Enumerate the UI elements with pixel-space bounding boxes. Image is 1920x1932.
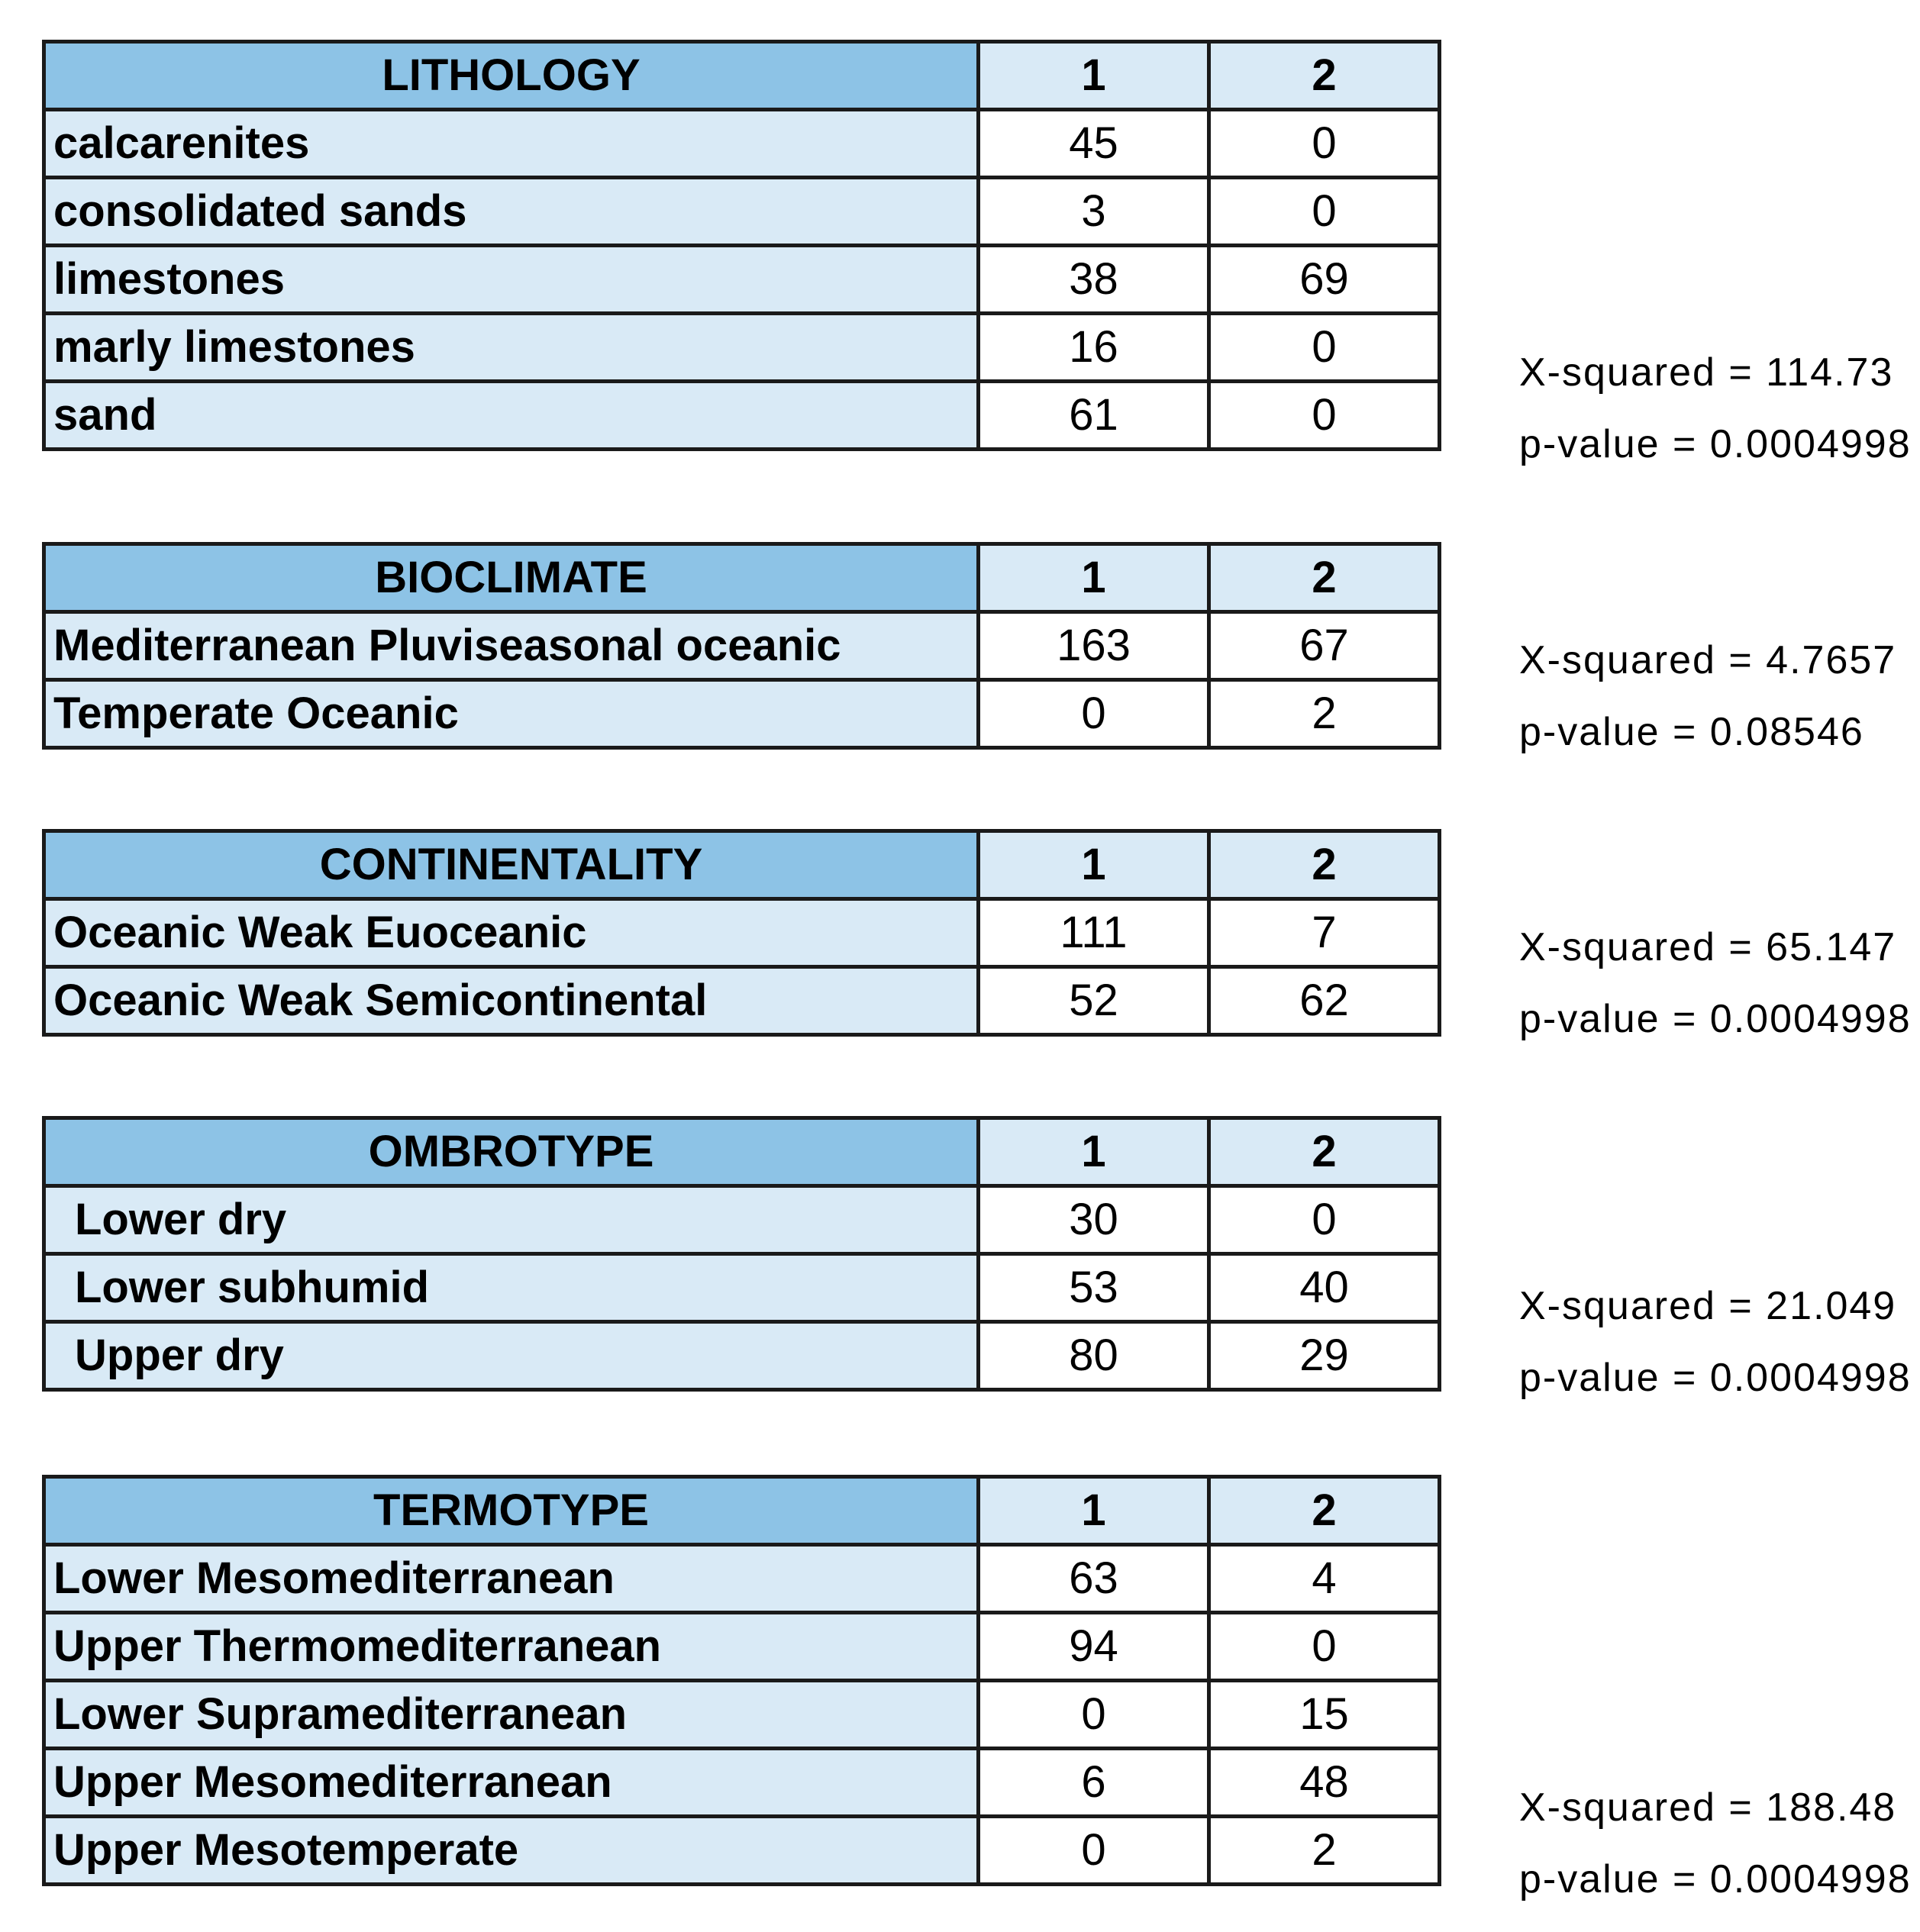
table-row xyxy=(44,1613,1440,1681)
cell-value-1: 30 xyxy=(979,1186,1209,1254)
bioclimate-block xyxy=(42,542,1441,750)
cell-value-1: 0 xyxy=(979,1817,1209,1885)
table-row xyxy=(44,314,1440,382)
table-title: LITHOLOGY xyxy=(44,42,979,110)
cell-value-1: 53 xyxy=(979,1254,1209,1322)
table-title: BIOCLIMATE xyxy=(44,544,979,612)
cell-value-1: 94 xyxy=(979,1613,1209,1681)
column-header-1: 1 xyxy=(979,1118,1209,1186)
cell-value-2: 15 xyxy=(1209,1681,1440,1749)
cell-value-2: 0 xyxy=(1209,178,1440,246)
cell-value-2: 2 xyxy=(1209,680,1440,748)
row-label: Lower Supramediterranean xyxy=(44,1681,979,1749)
row-label: limestones xyxy=(44,246,979,314)
termotype-table xyxy=(42,1475,1441,1886)
table-row xyxy=(44,1545,1440,1613)
table-header-row xyxy=(44,1118,1440,1186)
cell-value-2: 2 xyxy=(1209,1817,1440,1885)
row-label: calcarenites xyxy=(44,110,979,178)
column-header-1: 1 xyxy=(979,831,1209,899)
table-header-row xyxy=(44,831,1440,899)
cell-value-2: 7 xyxy=(1209,899,1440,967)
column-header-1: 1 xyxy=(979,42,1209,110)
table-row xyxy=(44,680,1440,748)
cell-value-1: 52 xyxy=(979,967,1209,1035)
table-row xyxy=(44,612,1440,680)
ombrotype-table xyxy=(42,1116,1441,1392)
cell-value-1: 38 xyxy=(979,246,1209,314)
cell-value-1: 0 xyxy=(979,680,1209,748)
row-label: Upper Mesomediterranean xyxy=(44,1749,979,1817)
continentality-table xyxy=(42,829,1441,1037)
column-header-2: 2 xyxy=(1209,42,1440,110)
table-row xyxy=(44,967,1440,1035)
row-label: Oceanic Weak Euoceanic xyxy=(44,899,979,967)
p-value-stat: p-value = 0.0004998 xyxy=(1519,1857,1912,1901)
row-label: Upper dry xyxy=(44,1322,979,1390)
table-row xyxy=(44,110,1440,178)
column-header-2: 2 xyxy=(1209,1118,1440,1186)
table-row xyxy=(44,899,1440,967)
termotype-block xyxy=(42,1475,1441,1886)
lithology-block xyxy=(42,40,1441,451)
table-row xyxy=(44,1254,1440,1322)
column-header-2: 2 xyxy=(1209,1477,1440,1545)
cell-value-1: 16 xyxy=(979,314,1209,382)
cell-value-2: 67 xyxy=(1209,612,1440,680)
row-label: Temperate Oceanic xyxy=(44,680,979,748)
table-row xyxy=(44,178,1440,246)
row-label: Mediterranean Pluviseasonal oceanic xyxy=(44,612,979,680)
x-squared-stat: X-squared = 114.73 xyxy=(1519,350,1894,395)
x-squared-stat: X-squared = 65.147 xyxy=(1519,925,1897,969)
row-label: Lower subhumid xyxy=(44,1254,979,1322)
cell-value-1: 61 xyxy=(979,382,1209,450)
cell-value-1: 6 xyxy=(979,1749,1209,1817)
cell-value-1: 63 xyxy=(979,1545,1209,1613)
cell-value-1: 163 xyxy=(979,612,1209,680)
column-header-2: 2 xyxy=(1209,831,1440,899)
table-row xyxy=(44,1681,1440,1749)
cell-value-2: 0 xyxy=(1209,1613,1440,1681)
cell-value-2: 0 xyxy=(1209,382,1440,450)
row-label: Oceanic Weak Semicontinental xyxy=(44,967,979,1035)
table-header-row xyxy=(44,1477,1440,1545)
p-value-stat: p-value = 0.08546 xyxy=(1519,710,1864,754)
table-row xyxy=(44,246,1440,314)
cell-value-2: 0 xyxy=(1209,314,1440,382)
row-label: sand xyxy=(44,382,979,450)
cell-value-2: 40 xyxy=(1209,1254,1440,1322)
row-label: Upper Thermomediterranean xyxy=(44,1613,979,1681)
column-header-1: 1 xyxy=(979,544,1209,612)
p-value-stat: p-value = 0.0004998 xyxy=(1519,1356,1912,1400)
column-header-1: 1 xyxy=(979,1477,1209,1545)
cell-value-2: 29 xyxy=(1209,1322,1440,1390)
bioclimate-table xyxy=(42,542,1441,750)
table-title: CONTINENTALITY xyxy=(44,831,979,899)
row-label: Lower dry xyxy=(44,1186,979,1254)
table-row xyxy=(44,1186,1440,1254)
row-label: Upper Mesotemperate xyxy=(44,1817,979,1885)
cell-value-2: 69 xyxy=(1209,246,1440,314)
table-title: TERMOTYPE xyxy=(44,1477,979,1545)
row-label: consolidated sands xyxy=(44,178,979,246)
cell-value-2: 48 xyxy=(1209,1749,1440,1817)
table-row xyxy=(44,382,1440,450)
table-row xyxy=(44,1749,1440,1817)
row-label: marly limestones xyxy=(44,314,979,382)
table-header-row xyxy=(44,544,1440,612)
cell-value-1: 45 xyxy=(979,110,1209,178)
table-row xyxy=(44,1817,1440,1885)
cell-value-1: 3 xyxy=(979,178,1209,246)
cell-value-2: 0 xyxy=(1209,1186,1440,1254)
cell-value-2: 0 xyxy=(1209,110,1440,178)
x-squared-stat: X-squared = 188.48 xyxy=(1519,1785,1897,1830)
lithology-table xyxy=(42,40,1441,451)
cell-value-1: 80 xyxy=(979,1322,1209,1390)
x-squared-stat: X-squared = 21.049 xyxy=(1519,1284,1897,1328)
table-header-row xyxy=(44,42,1440,110)
p-value-stat: p-value = 0.0004998 xyxy=(1519,997,1912,1041)
column-header-2: 2 xyxy=(1209,544,1440,612)
table-row xyxy=(44,1322,1440,1390)
ombrotype-block xyxy=(42,1116,1441,1392)
row-label: Lower Mesomediterranean xyxy=(44,1545,979,1613)
x-squared-stat: X-squared = 4.7657 xyxy=(1519,638,1897,682)
table-title: OMBROTYPE xyxy=(44,1118,979,1186)
cell-value-2: 62 xyxy=(1209,967,1440,1035)
p-value-stat: p-value = 0.0004998 xyxy=(1519,422,1912,466)
continentality-block xyxy=(42,829,1441,1037)
cell-value-1: 0 xyxy=(979,1681,1209,1749)
cell-value-1: 111 xyxy=(979,899,1209,967)
cell-value-2: 4 xyxy=(1209,1545,1440,1613)
